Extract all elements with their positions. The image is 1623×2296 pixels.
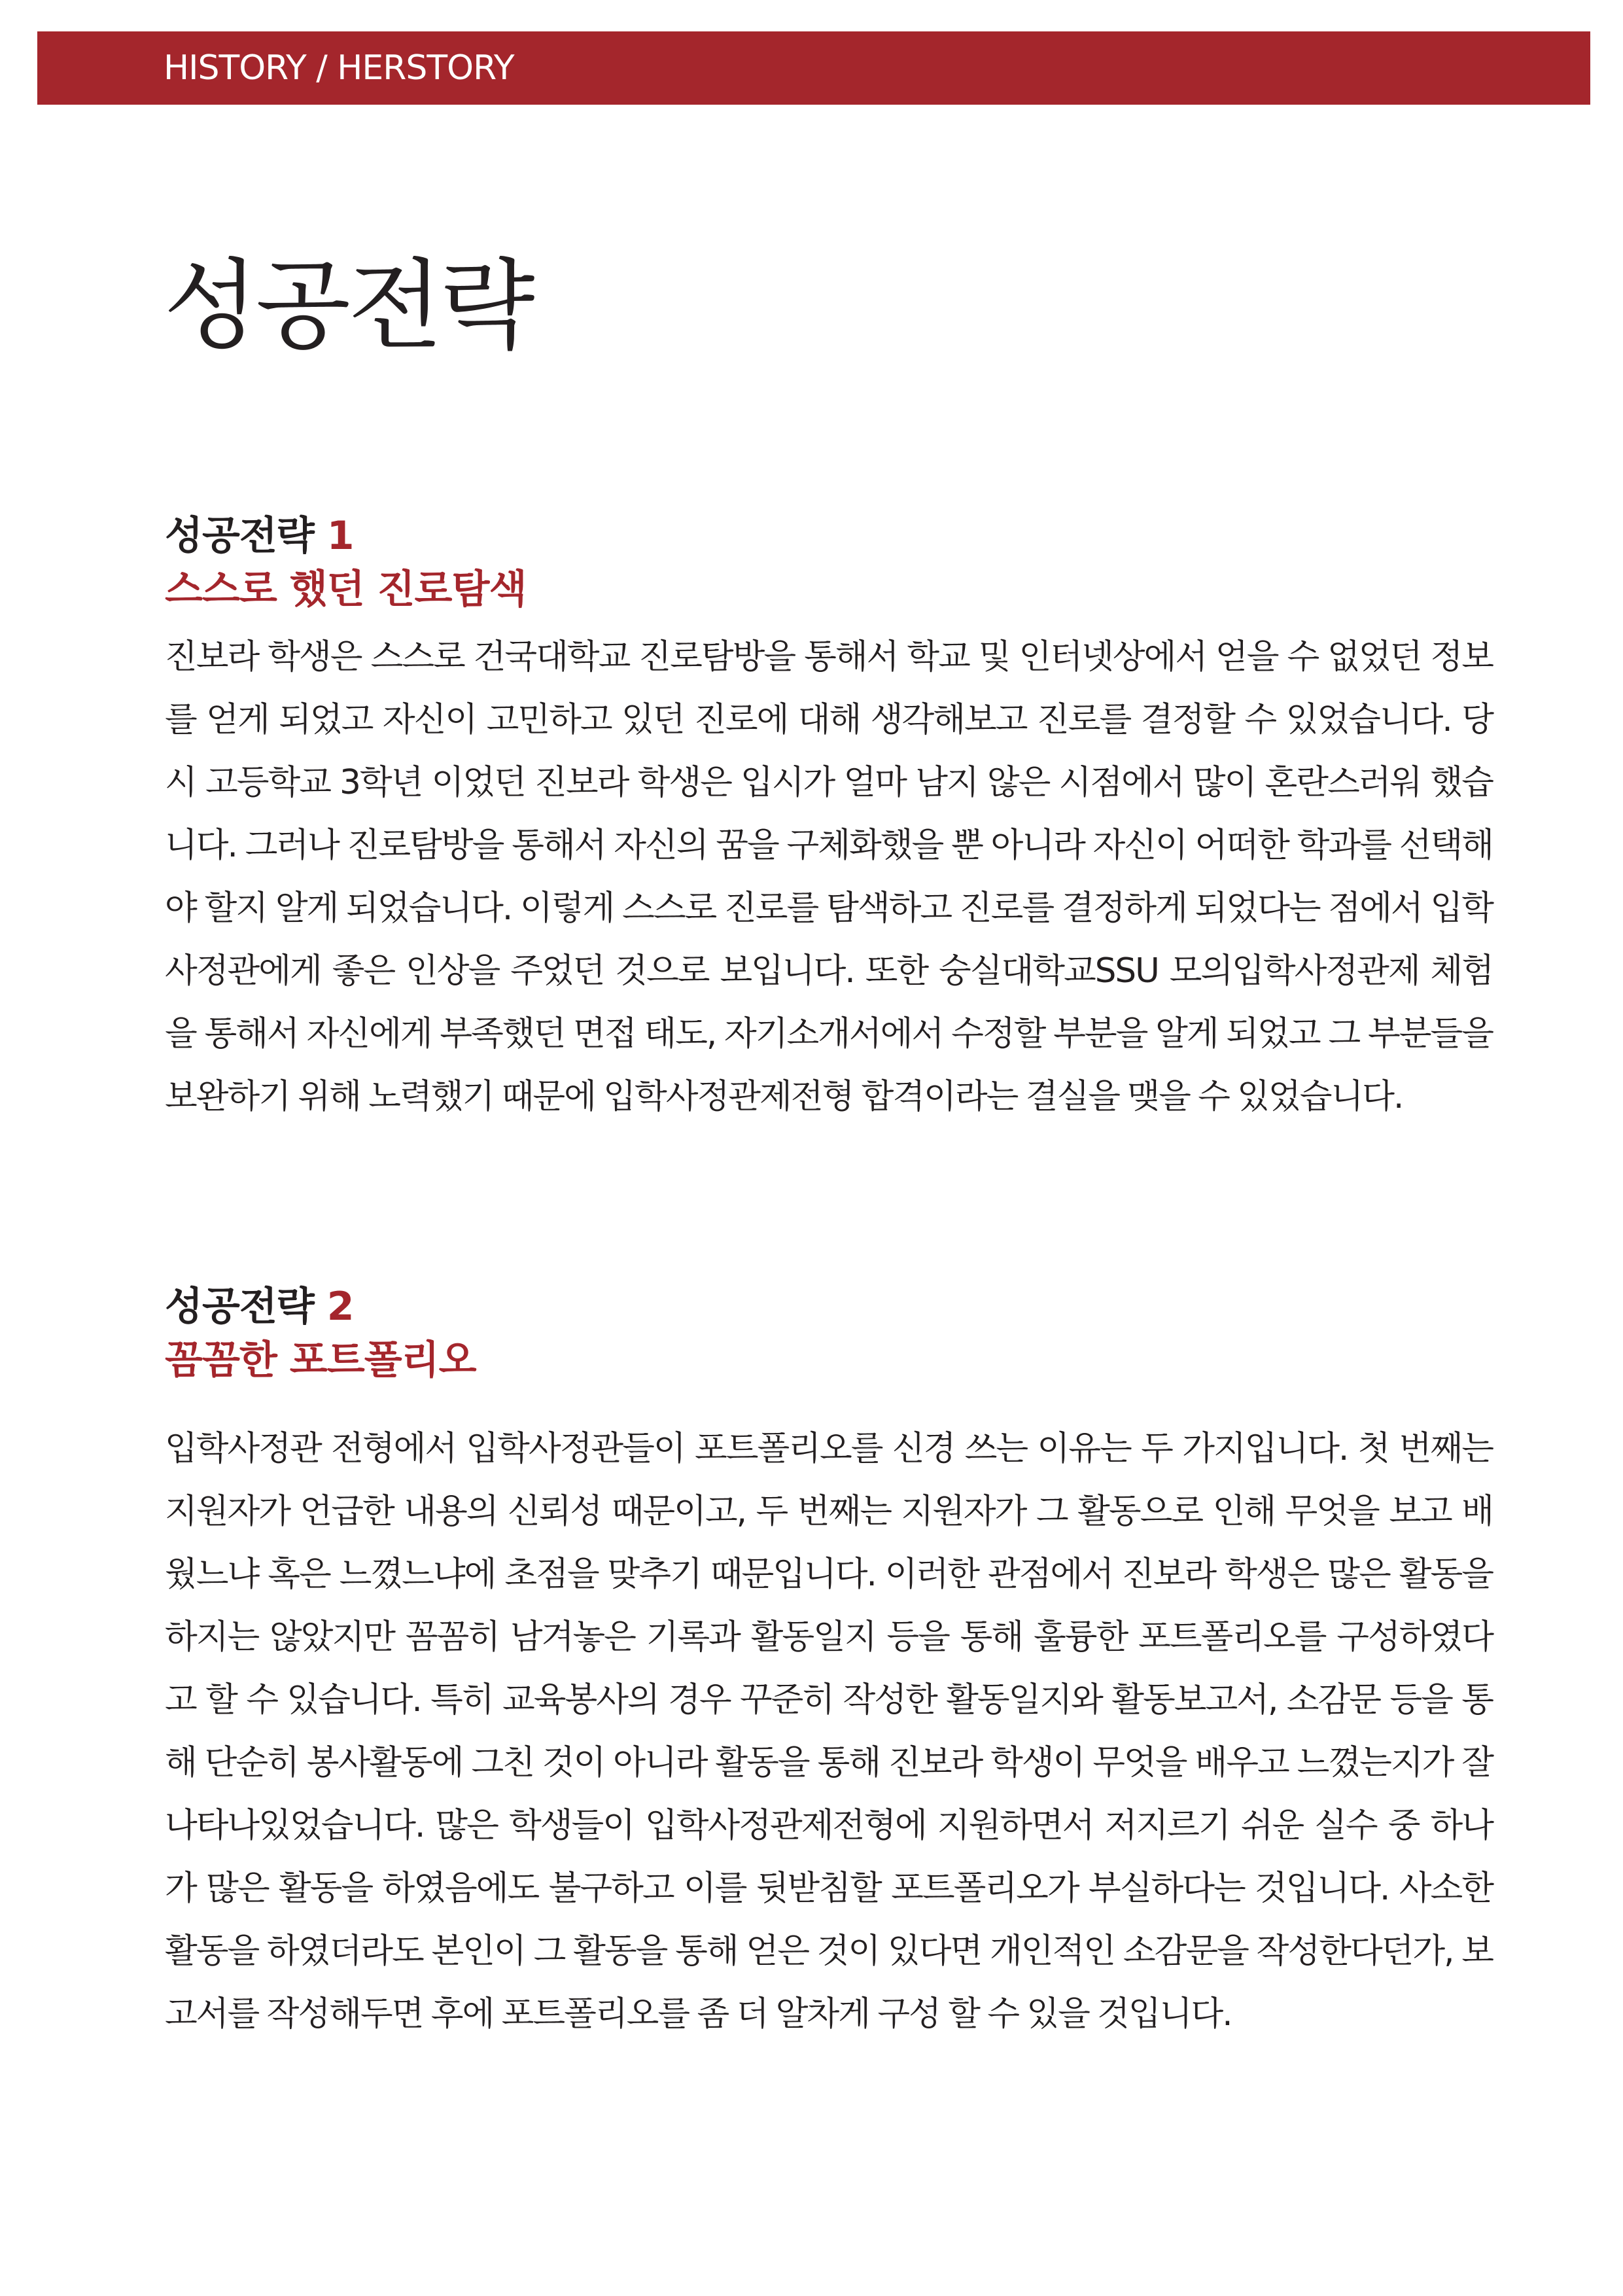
section-label xyxy=(165,1280,1493,1333)
section-strategy-2 xyxy=(165,1280,1493,2045)
section-strategy-1 xyxy=(165,509,1493,1128)
section-label-text: 성공전략 xyxy=(165,1284,314,1330)
section-subtitle: 꼼꼼한 포트폴리오 xyxy=(165,1337,476,1383)
section-label xyxy=(165,509,1493,563)
section-number: 1 xyxy=(326,513,354,559)
section-number: 2 xyxy=(326,1284,354,1330)
header-text: HISTORY / HERSTORY xyxy=(164,48,514,88)
section-label-text: 성공전략 xyxy=(165,513,314,559)
section-body: 진보라 학생은 스스로 건국대학교 진로탐방을 통해서 학교 및 인터넷상에서 얻을 수 없었던 정보를 얻게 되었고 자신이 고민하고 있던 진로에 대해 생각해보고 진로를 결정할 수 있었습니다. 당시 고등학교 3학년 이었던 진보라 학생은 입시가 얼마 남지 않은 시점에서 많이 혼란스러워 했습니다. 그러나 진로탐방을 통해서 자신의 꿈을 구체화했을 뿐 아니라 자신이 어떠한 학과를 선택해야 할지 알게 되었습니다. 이렇게 스스로 진로를 탐색하고 진로를 결정하게 되었다는 점에서 입학사정관에게 좋은 인상을 주었던 것으로 보입니다. 또한 숭실대학교SSU 모의입학사정관제 체험을 통해서 자신에게 부족했던 면접 태도, 자기소개서에서 수정할 부분을 알게 되었고 그 부분들을 보완하기 위해 노력했기 때문에 입학사정관제전형 합격이라는 결실을 맺을 수 있었습니다. xyxy=(165,637,1493,1116)
page-title: 성공전략 xyxy=(164,249,532,363)
section-subtitle: 스스로 했던 진로탐색 xyxy=(165,567,527,612)
section-body: 입학사정관 전형에서 입학사정관들이 포트폴리오를 신경 쓰는 이유는 두 가지입니다. 첫 번째는 지원자가 언급한 내용의 신뢰성 때문이고, 두 번째는 지원자가 그 활동으로 인해 무엇을 보고 배웠느냐 혹은 느꼈느냐에 초점을 맞추기 때문입니다. 이러한 관점에서 진보라 학생은 많은 활동을 하지는 않았지만 꼼꼼히 남겨놓은 기록과 활동일지 등을 통해 훌륭한 포트폴리오를 구성하였다고 할 수 있습니다. 특히 교육봉사의 경우 꾸준히 작성한 활동일지와 활동보고서, 소감문 등을 통해 단순히 봉사활동에 그친 것이 아니라 활동을 통해 진보라 학생이 무엇을 배우고 느꼈는지가 잘 나타나있었습니다. 많은 학생들이 입학사정관제전형에 지원하면서 저지르기 쉬운 실수 중 하나가 많은 활동을 하였음에도 불구하고 이를 뒷받침할 포트폴리오가 부실하다는 것입니다. 사소한 활동을 하였더라도 본인이 그 활동을 통해 얻은 것이 있다면 개인적인 소감문을 작성한다던가, 보고서를 작성해두면 후에 포트폴리오를 좀 더 알차게 구성 할 수 있을 것입니다. xyxy=(165,1429,1493,2034)
header-bar xyxy=(37,31,1590,105)
